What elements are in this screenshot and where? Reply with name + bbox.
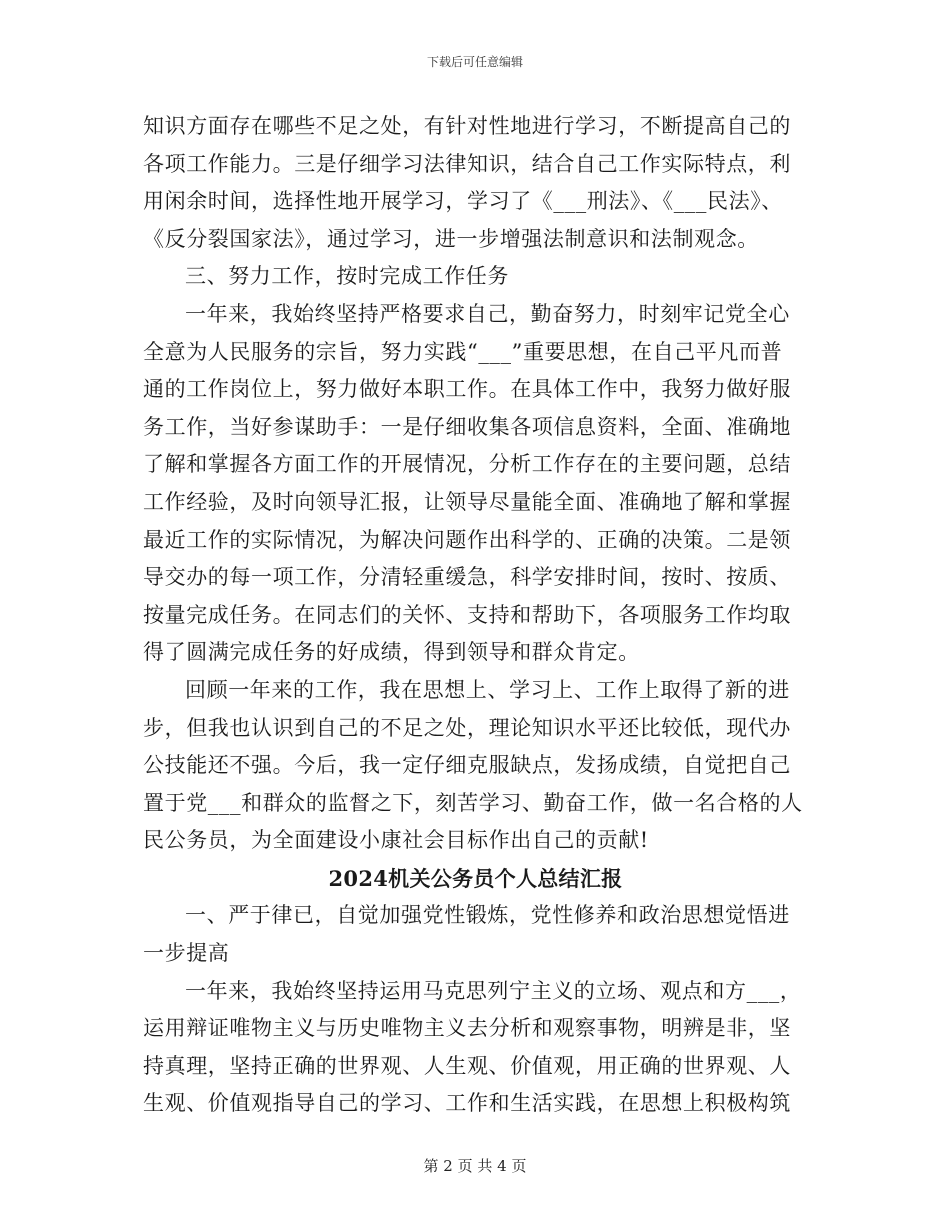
paragraph-line: 导交办的每一项工作，分清轻重缓急，科学安排时间，按时、按质、 — [143, 565, 791, 590]
paragraph-line: 运用辩证唯物主义与历史唯物主义去分析和观察事物，明辨是非，坚 — [143, 1016, 791, 1041]
paragraph-line: 了解和掌握各方面工作的开展情况，分析工作存在的主要问题，总结 — [143, 452, 791, 477]
paragraph-line: 一步提高 — [143, 941, 230, 966]
paragraph-line: 一年来，我始终坚持运用马克思列宁主义的立场、观点和方___， — [185, 978, 802, 1003]
paragraph-line: 生观、价值观指导自己的学习、工作和生活实践，在思想上积极构筑 — [143, 1091, 791, 1116]
page-number-footer: 第 2 页 共 4 页 — [423, 1157, 527, 1175]
paragraph-line: 步，但我也认识到自己的不足之处，理论知识水平还比较低，现代办 — [143, 715, 791, 740]
paragraph-line: 三、努力工作，按时完成工作任务 — [185, 264, 509, 289]
paragraph-line: 公技能还不强。今后，我一定仔细克服缺点，发扬成绩，自觉把自己 — [143, 753, 791, 778]
paragraph-line: 回顾一年来的工作，我在思想上、学习上、工作上取得了新的进 — [185, 677, 790, 702]
paragraph-line: 一年来，我始终坚持严格要求自己，勤奋努力，时刻牢记党全心 — [185, 301, 790, 326]
paragraph-line: 全意为人民服务的宗旨，努力实践“___”重要思想，在自己平凡而普 — [143, 339, 783, 364]
section-title: 2024机关公务员个人总结汇报 — [328, 865, 623, 891]
paragraph-line: 民公务员，为全面建设小康社会目标作出自己的贡献! — [143, 828, 649, 853]
paragraph-line: 置于党___和群众的监督之下，刻苦学习、勤奋工作，做一名合格的人 — [143, 790, 803, 815]
paragraph-line: 《反分裂国家法》，通过学习，进一步增强法制意识和法制观念。 — [143, 226, 759, 251]
paragraph-line: 各项工作能力。三是仔细学习法律知识，结合自己工作实际特点，利 — [143, 151, 791, 176]
paragraph-line: 一、严于律已，自觉加强党性锻炼，党性修养和政治思想觉悟进 — [185, 903, 790, 928]
paragraph-line: 持真理，坚持正确的世界观、人生观、价值观，用正确的世界观、人 — [143, 1053, 791, 1078]
paragraph-line: 工作经验，及时向领导汇报，让领导尽量能全面、准确地了解和掌握 — [143, 489, 791, 514]
paragraph-line: 务工作，当好参谋助手：一是仔细收集各项信息资料，全面、准确地 — [143, 414, 791, 439]
paragraph-line: 通的工作岗位上，努力做好本职工作。在具体工作中，我努力做好服 — [143, 377, 791, 402]
paragraph-line: 得了圆满完成任务的好成绩，得到领导和群众肯定。 — [143, 640, 640, 665]
document-body — [143, 108, 808, 1123]
paragraph-line: 按量完成任务。在同志们的关怀、支持和帮助下，各项服务工作均取 — [143, 602, 791, 627]
paragraph-line: 知识方面存在哪些不足之处，有针对性地进行学习，不断提高自己的 — [143, 114, 791, 138]
paragraph-line: 用闲余时间，选择性地开展学习，学习了《___刑法》、《___民法》、 — [143, 189, 783, 214]
paragraph-line: 最近工作的实际情况，为解决问题作出科学的、正确的决策。二是领 — [143, 527, 791, 552]
page-header-note: 下载后可任意编辑 — [426, 55, 523, 69]
